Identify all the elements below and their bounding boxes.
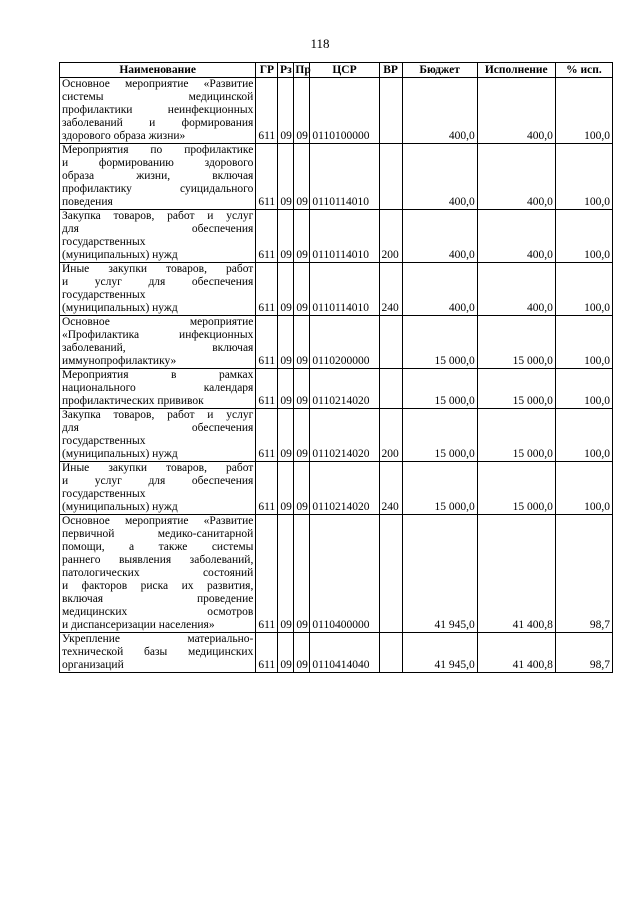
row-vr: 240 <box>379 462 402 515</box>
row-name-line: образа жизни, включая <box>62 170 254 182</box>
row-csr: 0110100000 <box>310 78 379 144</box>
row-name-line: Мероприятия по профилактике <box>62 144 254 156</box>
row-vr: 200 <box>379 409 402 462</box>
row-name <box>60 316 256 369</box>
row-name <box>60 633 256 673</box>
row-percent: 100,0 <box>555 369 612 409</box>
row-budget: 400,0 <box>402 263 477 316</box>
row-rz: 09 <box>278 263 294 316</box>
row-execution: 400,0 <box>477 144 555 210</box>
row-rz: 09 <box>278 633 294 673</box>
table-row <box>60 210 613 263</box>
row-vr: 200 <box>379 210 402 263</box>
header-csr: ЦСР <box>310 63 379 78</box>
row-name-line: Основное мероприятие <box>62 316 254 328</box>
row-execution: 400,0 <box>477 210 555 263</box>
row-execution: 15 000,0 <box>477 369 555 409</box>
row-percent: 98,7 <box>555 633 612 673</box>
row-name-line: (муниципальных) нужд <box>62 302 178 314</box>
row-percent: 100,0 <box>555 462 612 515</box>
row-name-line: Мероприятия в рамках <box>62 369 254 381</box>
row-name-line: государственных <box>62 289 146 301</box>
row-name <box>60 409 256 462</box>
row-gr: 611 <box>256 78 278 144</box>
row-name-line: Основное мероприятие «Развитие <box>62 515 254 527</box>
row-name-line: патологических состояний <box>62 567 254 579</box>
table-row <box>60 144 613 210</box>
row-rz: 09 <box>278 210 294 263</box>
row-name <box>60 78 256 144</box>
row-vr <box>379 633 402 673</box>
row-name-line: Основное мероприятие «Развитие <box>62 78 254 90</box>
table-row <box>60 369 613 409</box>
row-csr: 0110114010 <box>310 210 379 263</box>
row-name-line: национального календаря <box>62 382 254 394</box>
row-vr <box>379 369 402 409</box>
row-name-line: профилактических прививок <box>62 395 204 407</box>
row-execution: 15 000,0 <box>477 316 555 369</box>
row-name <box>60 462 256 515</box>
row-vr <box>379 316 402 369</box>
row-pr: 09 <box>294 462 310 515</box>
row-budget: 41 945,0 <box>402 633 477 673</box>
table-row <box>60 633 613 673</box>
row-gr: 611 <box>256 515 278 633</box>
row-pr: 09 <box>294 263 310 316</box>
row-gr: 611 <box>256 144 278 210</box>
row-name-line: включая проведение <box>62 593 254 605</box>
row-name-line: для обеспечения <box>62 422 254 434</box>
row-rz: 09 <box>278 78 294 144</box>
row-rz: 09 <box>278 409 294 462</box>
row-name-line: для обеспечения <box>62 223 254 235</box>
row-gr: 611 <box>256 263 278 316</box>
row-csr: 0110114010 <box>310 263 379 316</box>
row-budget: 15 000,0 <box>402 462 477 515</box>
row-name-line: профилактику суицидального <box>62 183 254 195</box>
row-execution: 15 000,0 <box>477 462 555 515</box>
row-name-line: и диспансеризации населения» <box>62 619 215 631</box>
row-name-line: (муниципальных) нужд <box>62 448 178 460</box>
table-row <box>60 263 613 316</box>
row-name-line: государственных <box>62 435 146 447</box>
row-rz: 09 <box>278 144 294 210</box>
row-name <box>60 515 256 633</box>
row-name-line: здорового образа жизни» <box>62 130 186 142</box>
table-header-row <box>60 63 613 78</box>
row-percent: 100,0 <box>555 78 612 144</box>
row-csr: 0110414040 <box>310 633 379 673</box>
row-name-line: первичной медико-санитарной <box>62 528 254 540</box>
row-execution: 400,0 <box>477 263 555 316</box>
row-pr: 09 <box>294 369 310 409</box>
row-gr: 611 <box>256 210 278 263</box>
row-budget: 41 945,0 <box>402 515 477 633</box>
row-pr: 09 <box>294 78 310 144</box>
table-body <box>60 78 613 673</box>
row-execution: 41 400,8 <box>477 633 555 673</box>
row-name-line: и услуг для обеспечения <box>62 475 254 487</box>
row-name-line: заболеваний, включая <box>62 342 254 354</box>
row-gr: 611 <box>256 633 278 673</box>
budget-table <box>59 62 613 673</box>
row-csr: 0110114010 <box>310 144 379 210</box>
row-name-line: Закупка товаров, работ и услуг <box>62 409 254 421</box>
row-gr: 611 <box>256 316 278 369</box>
row-budget: 400,0 <box>402 78 477 144</box>
row-name-line: медицинских осмотров <box>62 606 254 618</box>
header-percent: % исп. <box>555 63 612 78</box>
row-rz: 09 <box>278 462 294 515</box>
row-pr: 09 <box>294 633 310 673</box>
row-percent: 98,7 <box>555 515 612 633</box>
row-rz: 09 <box>278 369 294 409</box>
row-name-line: технической базы медицинских <box>62 646 254 658</box>
row-vr <box>379 515 402 633</box>
row-percent: 100,0 <box>555 316 612 369</box>
header-budget: Бюджет <box>402 63 477 78</box>
row-name-line: раннего выявления заболеваний, <box>62 554 254 566</box>
row-name-line: иммунопрофилактику» <box>62 355 177 367</box>
row-name-line: государственных <box>62 236 146 248</box>
row-name-line: Укрепление материально- <box>62 633 254 645</box>
row-name-line: «Профилактика инфекционных <box>62 329 254 341</box>
row-vr <box>379 144 402 210</box>
header-gr: ГР <box>256 63 278 78</box>
header-execution: Исполнение <box>477 63 555 78</box>
row-name-line: заболеваний и формирования <box>62 117 254 129</box>
row-percent: 100,0 <box>555 409 612 462</box>
row-rz: 09 <box>278 316 294 369</box>
row-vr <box>379 78 402 144</box>
row-csr: 0110214020 <box>310 409 379 462</box>
row-name <box>60 210 256 263</box>
row-budget: 400,0 <box>402 144 477 210</box>
row-name-line: организаций <box>62 659 124 671</box>
row-name-line: профилактики неинфекционных <box>62 104 254 116</box>
row-name-line: Иные закупки товаров, работ <box>62 462 254 474</box>
row-rz: 09 <box>278 515 294 633</box>
header-rz: Рз <box>278 63 294 78</box>
row-budget: 15 000,0 <box>402 409 477 462</box>
row-execution: 15 000,0 <box>477 409 555 462</box>
row-pr: 09 <box>294 144 310 210</box>
row-csr: 0110200000 <box>310 316 379 369</box>
row-gr: 611 <box>256 409 278 462</box>
header-pr: Пр <box>295 64 311 76</box>
row-csr: 0110214020 <box>310 462 379 515</box>
row-pr: 09 <box>294 316 310 369</box>
row-name <box>60 263 256 316</box>
row-name-line: и формированию здорового <box>62 157 254 169</box>
table-row <box>60 409 613 462</box>
row-execution: 41 400,8 <box>477 515 555 633</box>
row-name-line: Закупка товаров, работ и услуг <box>62 210 254 222</box>
row-name-line: помощи, а также системы <box>62 541 254 553</box>
table-row <box>60 515 613 633</box>
row-csr: 0110214020 <box>310 369 379 409</box>
row-execution: 400,0 <box>477 78 555 144</box>
row-name-line: (муниципальных) нужд <box>62 501 178 513</box>
row-name-line: Иные закупки товаров, работ <box>62 263 254 275</box>
row-pr: 09 <box>294 409 310 462</box>
table-row <box>60 78 613 144</box>
row-name-line: (муниципальных) нужд <box>62 249 178 261</box>
header-name: Наименование <box>60 63 256 78</box>
row-name-line: поведения <box>62 196 113 208</box>
row-vr: 240 <box>379 263 402 316</box>
row-budget: 15 000,0 <box>402 369 477 409</box>
row-name-line: и факторов риска их развития, <box>62 580 254 592</box>
row-budget: 15 000,0 <box>402 316 477 369</box>
row-csr: 0110400000 <box>310 515 379 633</box>
table-row <box>60 316 613 369</box>
row-name <box>60 369 256 409</box>
row-budget: 400,0 <box>402 210 477 263</box>
row-percent: 100,0 <box>555 263 612 316</box>
row-gr: 611 <box>256 462 278 515</box>
row-name <box>60 144 256 210</box>
row-name-line: системы медицинской <box>62 91 254 103</box>
header-vr: ВР <box>379 63 402 78</box>
row-percent: 100,0 <box>555 210 612 263</box>
row-percent: 100,0 <box>555 144 612 210</box>
row-pr: 09 <box>294 210 310 263</box>
row-name-line: и услуг для обеспечения <box>62 276 254 288</box>
row-name-line: государственных <box>62 488 146 500</box>
table-row <box>60 462 613 515</box>
page-number: 118 <box>310 36 330 51</box>
row-pr: 09 <box>294 515 310 633</box>
row-gr: 611 <box>256 369 278 409</box>
